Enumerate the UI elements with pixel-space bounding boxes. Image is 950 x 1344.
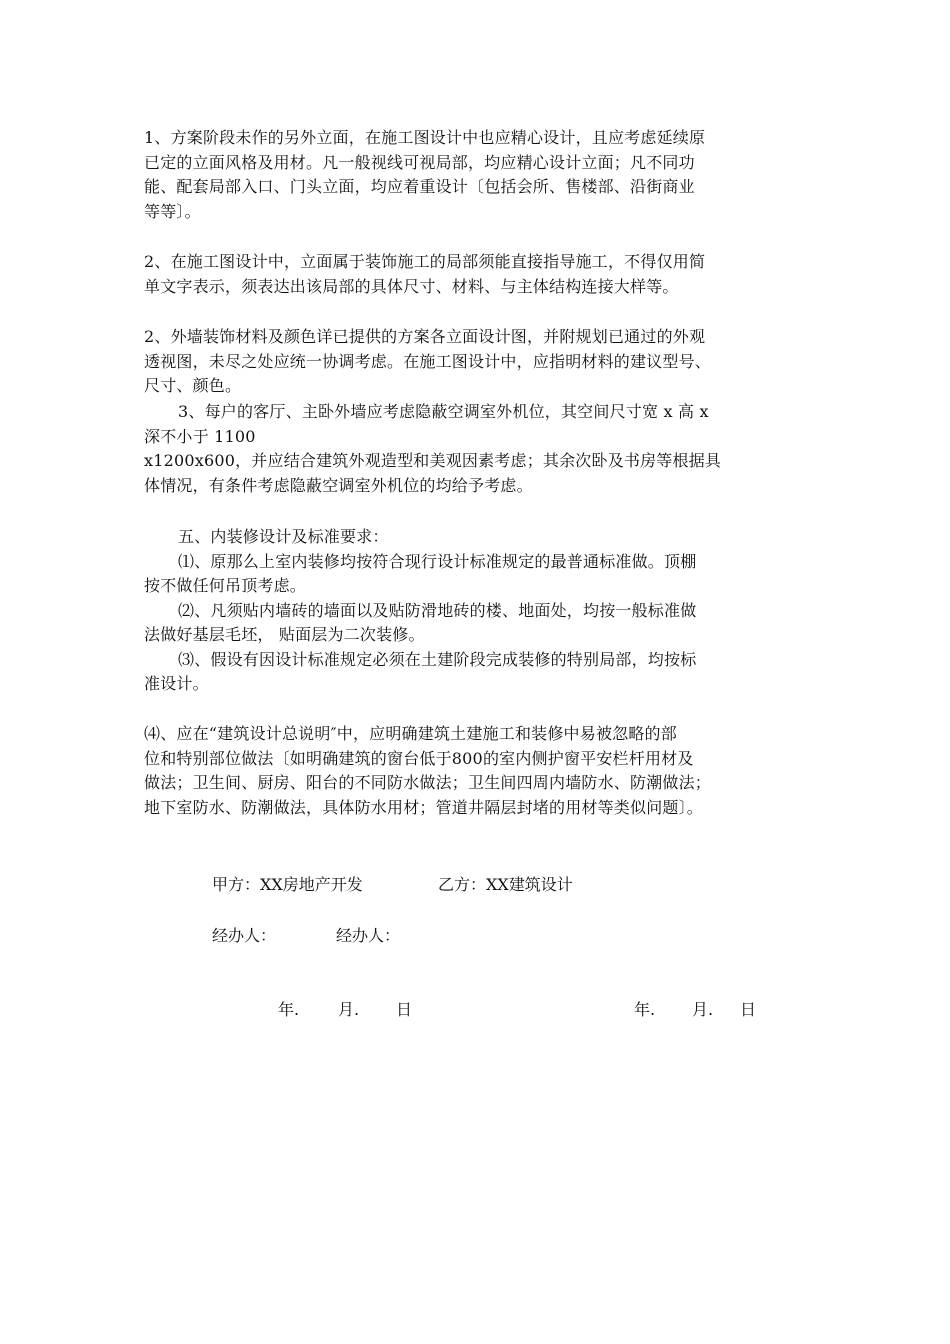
text-line: x1200x600，并应结合建筑外观造型和美观因素考虑；其余次卧及书房等根据具 — [144, 451, 722, 470]
party-a-label: 甲方：XX房地产开发 — [212, 875, 363, 894]
paragraph-facade-design — [144, 126, 814, 224]
text-line: ⑵、凡须贴内墙砖的墙面以及贴防滑地砖的楼、地面处，均按一般标准做 — [178, 600, 697, 620]
text-line: 单文字表示，须表达出该局部的具体尺寸、材料、与主体结构连接大样等。 — [144, 276, 679, 296]
agent-b-label: 经办人： — [336, 926, 401, 945]
text-line: 地下室防水、防潮做法，具体防水用材；管道井隔层封堵的用材等类似问题〕。 — [144, 797, 704, 817]
date-b-month: 月. — [692, 1000, 714, 1019]
text-line: 法做好基层毛坯， 贴面层为二次装修。 — [144, 625, 425, 644]
text-line: ⑶、假设有因设计标准规定必须在土建阶段完成装修的特别局部，均按标 — [178, 649, 697, 669]
text-line: ⑷、应在“建筑设计总说明″中，应明确建筑土建施工和装修中易被忽略的部 — [144, 724, 677, 743]
text-line: 2、在施工图设计中，立面属于装饰施工的局部须能直接指导施工，不得仅用简 — [144, 252, 706, 271]
date-a-year: 年. — [278, 1000, 300, 1019]
paragraph-air-conditioner — [144, 400, 814, 498]
text-line: 位和特别部位做法〔如明确建筑的窗台低于800的室内侧护窗平安栏杆用材及 — [144, 748, 694, 768]
text-line: 3、每户的客厅、主卧外墙应考虑隐蔽空调室外机位，其空间尺寸宽 x 高 x — [178, 402, 709, 421]
agent-a-label: 经办人： — [212, 926, 277, 945]
text-line: 1、方案阶段未作的另外立面，在施工图设计中也应精心设计，且应考虑延续原 — [144, 128, 706, 147]
text-line: 按不做任何吊顶考虑。 — [144, 576, 307, 595]
section-interior-decoration — [144, 525, 814, 697]
date-a-day: 日 — [396, 1000, 413, 1019]
paragraph-construction-drawing — [144, 250, 814, 299]
text-line: 尺寸、颜色。 — [144, 376, 242, 395]
text-line: 准设计。 — [144, 674, 209, 693]
text-line: 深不小于 1100 — [144, 426, 256, 446]
text-line: ⑴、原那么上室内装修均按符合现行设计标准规定的最普通标准做。顶棚 — [178, 551, 697, 571]
date-b-year: 年. — [634, 1000, 656, 1019]
date-b-day: 日 — [740, 1000, 757, 1019]
paragraph-general-notes — [144, 722, 814, 820]
party-b-label: 乙方：XX建筑设计 — [438, 875, 573, 894]
text-line: 做法；卫生间、厨房、阳台的不同防水做法；卫生间四周内墙防水、防潮做法； — [144, 773, 712, 792]
text-line: 体情况，有条件考虑隐蔽空调室外机位的均给予考虑。 — [144, 475, 533, 495]
paragraph-exterior-materials — [144, 325, 814, 399]
text-line: 已定的立面风格及用材。凡一般视线可视局部，均应精心设计立面；凡不同功 — [144, 152, 695, 172]
text-line: 等等〕。 — [144, 201, 201, 221]
text-line: 透视图，未尽之处应统一协调考虑。在施工图设计中，应指明材料的建议型号、 — [144, 351, 712, 371]
section-title: 五、内装修设计及标准要求： — [178, 527, 389, 546]
text-line: 能、配套局部入口、门头立面，均应着重设计〔包括会所、售楼部、沿街商业 — [144, 177, 695, 196]
text-line: 2、外墙装饰材料及颜色详已提供的方案各立面设计图，并附规划已通过的外观 — [144, 327, 706, 346]
date-a-month: 月. — [338, 1000, 360, 1019]
